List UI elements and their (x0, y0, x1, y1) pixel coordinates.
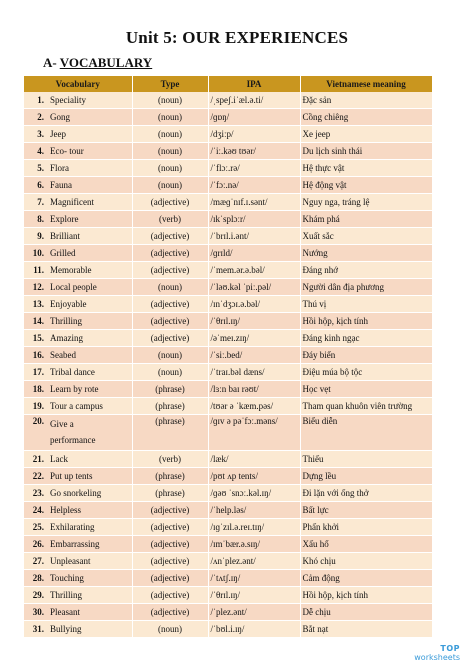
vocab-word: Speciality (50, 95, 86, 105)
table-row (24, 109, 432, 126)
ipa-cell: /ˈbʊl.i.ɪŋ/ (208, 621, 300, 638)
ipa-cell: /læk/ (208, 451, 300, 468)
ipa-cell: /ˈbrɪl.i.ənt/ (208, 228, 300, 245)
row-number: 5. (37, 163, 44, 173)
vocab-cell (24, 245, 132, 262)
ipa-cell: /ˈtʌtʃ.ɪŋ/ (208, 570, 300, 587)
table-row (24, 364, 432, 381)
ipa-cell: /tʊər ə ˈkæm.pəs/ (208, 398, 300, 415)
type-cell: (adjective) (132, 587, 208, 604)
table-row (24, 262, 432, 279)
table-row (24, 313, 432, 330)
vocab-word: Magnificent (50, 197, 94, 207)
header-ipa: IPA (208, 76, 300, 92)
row-number: 12. (32, 282, 44, 292)
meaning-cell: Dựng lều (300, 468, 432, 485)
header-vietnamese-meaning: Vietnamese meaning (300, 76, 432, 92)
row-number: 6. (37, 180, 44, 190)
meaning-cell: Xe jeep (300, 126, 432, 143)
row-number: 29. (32, 590, 44, 600)
table-row (24, 536, 432, 553)
row-number: 19. (32, 401, 44, 411)
section-prefix: A- (43, 55, 60, 70)
table-row (24, 587, 432, 604)
row-number: 22. (32, 471, 44, 481)
ipa-cell: /ɡɒŋ/ (208, 109, 300, 126)
vocab-cell (24, 415, 132, 451)
ipa-cell: /əˈmeɪ.zɪŋ/ (208, 330, 300, 347)
row-number: 3. (37, 129, 44, 139)
vocab-cell (24, 228, 132, 245)
meaning-cell: Khám phá (300, 211, 432, 228)
row-number: 28. (32, 573, 44, 583)
vocab-cell (24, 143, 132, 160)
type-cell: (noun) (132, 279, 208, 296)
row-number: 17. (32, 367, 44, 377)
ipa-cell: /pʊt ʌp tents/ (208, 468, 300, 485)
vocab-cell (24, 451, 132, 468)
vocab-word: Enjoyable (50, 299, 87, 309)
type-cell: (noun) (132, 160, 208, 177)
row-number: 26. (32, 539, 44, 549)
table-row (24, 398, 432, 415)
type-cell: (adjective) (132, 228, 208, 245)
vocab-cell (24, 621, 132, 638)
meaning-cell: Đáy biển (300, 347, 432, 364)
meaning-cell: Đáng nhớ (300, 262, 432, 279)
ipa-cell: /ɡəʊ ˈsnɔː.kəl.ɪŋ/ (208, 485, 300, 502)
ipa-cell: /ʌnˈplez.ənt/ (208, 553, 300, 570)
vocab-word: Give a performance (50, 419, 96, 445)
vocab-cell (24, 160, 132, 177)
row-number: 14. (32, 316, 44, 326)
vocab-cell (24, 468, 132, 485)
meaning-cell: Dễ chịu (300, 604, 432, 621)
vocab-word: Bullying (50, 624, 82, 634)
vocab-cell (24, 398, 132, 415)
type-cell: (noun) (132, 621, 208, 638)
type-cell: (adjective) (132, 245, 208, 262)
meaning-cell: Cảm động (300, 570, 432, 587)
meaning-cell: Cồng chiêng (300, 109, 432, 126)
vocab-cell (24, 279, 132, 296)
table-row (24, 177, 432, 194)
type-cell: (adjective) (132, 296, 208, 313)
vocab-cell (24, 126, 132, 143)
ipa-cell: /ɡɪv ə pəˈfɔː.məns/ (208, 415, 300, 451)
table-row (24, 621, 432, 638)
table-row (24, 502, 432, 519)
vocab-cell (24, 502, 132, 519)
header-vocabulary: Vocabulary (24, 76, 132, 92)
table-row (24, 92, 432, 109)
vocab-cell (24, 177, 132, 194)
type-cell: (adjective) (132, 502, 208, 519)
ipa-cell: /ˈtraɪ.bəl dæns/ (208, 364, 300, 381)
vocab-cell (24, 381, 132, 398)
vocab-word: Jeep (50, 129, 66, 139)
ipa-cell: /ɪmˈbær.ə.sɪŋ/ (208, 536, 300, 553)
vocab-word: Go snorkeling (50, 488, 102, 498)
ipa-cell: /ˈmem.ər.ə.bəl/ (208, 262, 300, 279)
type-cell: (phrase) (132, 398, 208, 415)
table-row (24, 415, 432, 451)
row-number: 24. (32, 505, 44, 515)
watermark-logo (414, 644, 460, 662)
meaning-cell: Điệu múa bộ tộc (300, 364, 432, 381)
table-row (24, 570, 432, 587)
vocab-word: Gong (50, 112, 70, 122)
meaning-cell: Xuất sắc (300, 228, 432, 245)
row-number: 13. (32, 299, 44, 309)
vocab-cell (24, 536, 132, 553)
table-row (24, 245, 432, 262)
vocab-word: Explore (50, 214, 79, 224)
row-number: 25. (32, 522, 44, 532)
row-number: 2. (37, 112, 44, 122)
meaning-cell: Hồi hộp, kịch tính (300, 587, 432, 604)
meaning-cell: Nguy nga, tráng lệ (300, 194, 432, 211)
row-number: 18. (32, 384, 44, 394)
vocab-word: Flora (50, 163, 69, 173)
meaning-cell: Hệ thực vật (300, 160, 432, 177)
table-row (24, 381, 432, 398)
row-number: 30. (32, 607, 44, 617)
vocab-cell (24, 519, 132, 536)
ipa-cell: /mæɡˈnɪf.ɪ.sənt/ (208, 194, 300, 211)
table-row (24, 211, 432, 228)
type-cell: (verb) (132, 451, 208, 468)
table-row (24, 468, 432, 485)
vocabulary-table (24, 76, 433, 638)
meaning-cell: Bắt nạt (300, 621, 432, 638)
vocab-cell (24, 262, 132, 279)
type-cell: (noun) (132, 126, 208, 143)
row-number: 27. (32, 556, 44, 566)
ipa-cell: /ˈləʊ.kəl ˈpiː.pəl/ (208, 279, 300, 296)
table-row (24, 604, 432, 621)
meaning-cell: Khó chịu (300, 553, 432, 570)
vocab-cell (24, 296, 132, 313)
table-row (24, 126, 432, 143)
table-row (24, 330, 432, 347)
table-row (24, 143, 432, 160)
vocab-cell (24, 604, 132, 621)
vocab-word: Exhilarating (50, 522, 95, 532)
vocab-word: Fauna (50, 180, 72, 190)
type-cell: (adjective) (132, 194, 208, 211)
meaning-cell: Xấu hổ (300, 536, 432, 553)
ipa-cell: /ˈhelp.ləs/ (208, 502, 300, 519)
vocab-word: Put up tents (50, 471, 93, 481)
row-number: 10. (32, 248, 44, 258)
vocab-cell (24, 194, 132, 211)
ipa-cell: /dʒiːp/ (208, 126, 300, 143)
vocab-word: Local people (50, 282, 97, 292)
ipa-cell: /ˈiː.kəʊ tʊər/ (208, 143, 300, 160)
vocab-cell (24, 313, 132, 330)
table-row (24, 279, 432, 296)
type-cell: (verb) (132, 211, 208, 228)
vocab-word: Brilliant (50, 231, 80, 241)
type-cell: (adjective) (132, 604, 208, 621)
vocab-word: Eco- tour (50, 146, 84, 156)
table-row (24, 485, 432, 502)
watermark-top: TOP (440, 644, 460, 653)
row-number: 1. (37, 95, 44, 105)
type-cell: (adjective) (132, 553, 208, 570)
meaning-cell: Hồi hộp, kịch tính (300, 313, 432, 330)
row-number: 8. (37, 214, 44, 224)
type-cell: (adjective) (132, 330, 208, 347)
vocab-cell (24, 330, 132, 347)
type-cell: (noun) (132, 364, 208, 381)
ipa-cell: /ˌspeʃ.iˈæl.ə.ti/ (208, 92, 300, 109)
table-row (24, 296, 432, 313)
type-cell: (phrase) (132, 485, 208, 502)
meaning-cell: Du lịch sinh thái (300, 143, 432, 160)
vocab-word: Learn by rote (50, 384, 99, 394)
row-number: 11. (33, 265, 44, 275)
row-number: 7. (37, 197, 44, 207)
table-body (24, 92, 432, 638)
table-row (24, 347, 432, 364)
meaning-cell: Học vẹt (300, 381, 432, 398)
vocab-cell (24, 364, 132, 381)
ipa-cell: /lɜːn baɪ rəʊt/ (208, 381, 300, 398)
row-number: 4. (37, 146, 44, 156)
meaning-cell: Phấn khởi (300, 519, 432, 536)
type-cell: (phrase) (132, 381, 208, 398)
section-name: VOCABULARY (59, 55, 153, 70)
meaning-cell: Đi lặn với ống thở (300, 485, 432, 502)
type-cell: (noun) (132, 177, 208, 194)
row-number: 31. (32, 624, 44, 634)
vocab-cell (24, 570, 132, 587)
meaning-cell: Đặc sản (300, 92, 432, 109)
type-cell: (phrase) (132, 415, 208, 451)
ipa-cell: /ˈθrɪl.ɪŋ/ (208, 587, 300, 604)
type-cell: (noun) (132, 143, 208, 160)
vocab-word: Pleasant (50, 607, 80, 617)
type-cell: (adjective) (132, 262, 208, 279)
vocab-word: Thrilling (50, 316, 82, 326)
table-row (24, 194, 432, 211)
vocab-cell (24, 92, 132, 109)
row-number: 21. (32, 454, 44, 464)
table-header-row (24, 76, 432, 92)
ipa-cell: /ˈfɔː.nə/ (208, 177, 300, 194)
vocab-word: Tribal dance (50, 367, 95, 377)
type-cell: (noun) (132, 92, 208, 109)
page-title: Unit 5: OUR EXPERIENCES (125, 28, 349, 47)
row-number: 16. (32, 350, 44, 360)
vocab-word: Thrilling (50, 590, 82, 600)
meaning-cell: Tham quan khuôn viên trường (300, 398, 432, 415)
vocab-cell (24, 553, 132, 570)
vocab-word: Unpleasant (50, 556, 91, 566)
watermark-worksheets: worksheets (414, 653, 460, 662)
vocab-cell (24, 587, 132, 604)
vocab-word: Tour a campus (50, 401, 103, 411)
vocab-word: Lack (50, 454, 68, 464)
vocab-word: Embarrassing (50, 539, 100, 549)
type-cell: (noun) (132, 109, 208, 126)
type-cell: (adjective) (132, 570, 208, 587)
section-heading (43, 55, 152, 71)
meaning-cell: Người dân địa phương (300, 279, 432, 296)
meaning-cell: Đáng kinh ngạc (300, 330, 432, 347)
meaning-cell: Hệ động vật (300, 177, 432, 194)
table-row (24, 553, 432, 570)
vocab-word: Seabed (50, 350, 76, 360)
meaning-cell: Thiếu (300, 451, 432, 468)
meaning-cell: Thú vị (300, 296, 432, 313)
row-number: 9. (37, 231, 44, 241)
vocab-cell (24, 485, 132, 502)
type-cell: (adjective) (132, 313, 208, 330)
ipa-cell: /ɪnˈdʒɔɪ.ə.bəl/ (208, 296, 300, 313)
table-row (24, 228, 432, 245)
type-cell: (adjective) (132, 536, 208, 553)
header-type: Type (132, 76, 208, 92)
ipa-cell: /ˈplez.ənt/ (208, 604, 300, 621)
ipa-cell: /ˈsiː.bed/ (208, 347, 300, 364)
meaning-cell: Biểu diễn (300, 415, 432, 451)
row-number: 15. (32, 333, 44, 343)
type-cell: (noun) (132, 347, 208, 364)
meaning-cell: Nướng (300, 245, 432, 262)
vocab-word: Grilled (50, 248, 76, 258)
vocab-word: Amazing (50, 333, 83, 343)
ipa-cell: /ɪkˈsplɔːr/ (208, 211, 300, 228)
vocab-word: Helpless (50, 505, 81, 515)
table-row (24, 519, 432, 536)
vocab-cell (24, 347, 132, 364)
ipa-cell: /ɡrɪld/ (208, 245, 300, 262)
vocab-cell (24, 211, 132, 228)
type-cell: (phrase) (132, 468, 208, 485)
vocab-word: Touching (50, 573, 84, 583)
ipa-cell: /ˈflɔː.rə/ (208, 160, 300, 177)
row-number: 23. (32, 488, 44, 498)
type-cell: (adjective) (132, 519, 208, 536)
ipa-cell: /ˈθrɪl.ɪŋ/ (208, 313, 300, 330)
vocab-word: Memorable (50, 265, 92, 275)
table-row (24, 451, 432, 468)
ipa-cell: /ɪɡˈzɪl.ə.reɪ.tɪŋ/ (208, 519, 300, 536)
row-number: 20. (32, 416, 44, 426)
table-row (24, 160, 432, 177)
vocab-cell (24, 109, 132, 126)
meaning-cell: Bất lực (300, 502, 432, 519)
